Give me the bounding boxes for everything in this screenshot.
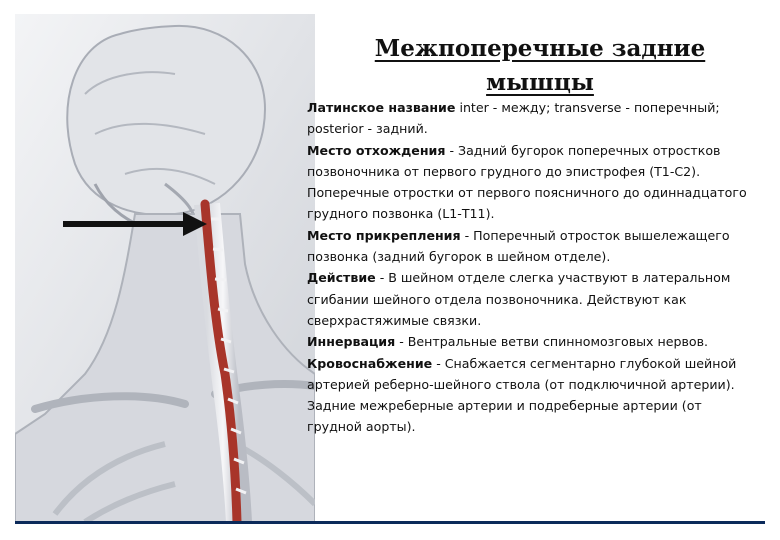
section-body: - Поперечный отросток вышележащего позвонка (задний бугорок в шейном отделе). [307,227,730,265]
description-text [307,97,752,438]
section-action [307,267,752,331]
section-term: Место прикрепления [307,227,461,243]
section-blood-supply [307,353,752,438]
anatomy-illustration [15,14,315,522]
section-body: - Задний бугорок поперечных отростков позвоночника от первого грудного до эпистрофея (Т1-С2). Поперечные отростки от первого поясничного до одиннадцатого грудного позвонка (L1-Т11). [307,142,747,222]
section-latin-name [307,97,752,140]
section-term: Иннервация [307,334,396,350]
section-term: Кровоснабжение [307,355,433,371]
section-body: inter - между; transverse - поперечный; posterior - задний. [307,100,720,137]
anatomy-neck-illustration [15,14,315,522]
section-insertion [307,225,752,268]
section-term: Место отхождения [307,142,446,158]
bottom-divider [15,521,765,524]
page-title: Межпоперечные задние мышцы [374,35,706,96]
section-term: Действие [307,270,376,286]
section-innervation [307,331,752,352]
section-origin [307,140,752,225]
section-term: Латинское название [307,100,456,115]
section-body: - Вентральные ветви спинномозговых нервов. [395,334,709,350]
section-body: - Снабжается сегментарно глубокой шейной артерией реберно-шейного ствола (от подключичной артерии). Задние межреберные артерии и подреберные артерии (от грудной аорты). [307,355,737,435]
section-body: - В шейном отделе слегка участвуют в латеральном сгибании шейного отдела позвоночника. Действуют как сверхрастяжимые связки. [307,270,731,328]
